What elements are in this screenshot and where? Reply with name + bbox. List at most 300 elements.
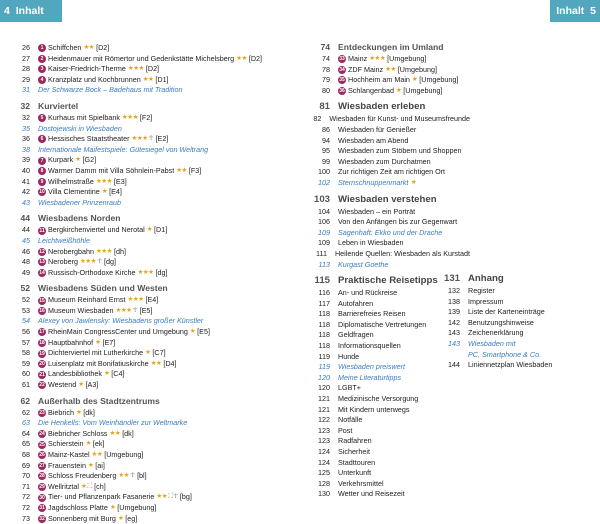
rating-stars-icon: ★ bbox=[103, 370, 110, 378]
toc-entry[interactable] bbox=[310, 249, 470, 260]
map-reference: [G2] bbox=[82, 155, 97, 165]
entry-title: Anhang bbox=[468, 273, 504, 284]
toc-entry[interactable] bbox=[310, 394, 470, 405]
page-number: 36 bbox=[22, 134, 30, 144]
rating-stars-icon: ★★ bbox=[109, 429, 121, 437]
rating-stars-icon: ★ bbox=[85, 440, 91, 448]
map-reference: [bl] bbox=[137, 471, 147, 481]
section-heading[interactable] bbox=[10, 212, 295, 225]
page-number: 62 bbox=[22, 407, 30, 417]
page-number: 113 bbox=[318, 259, 330, 269]
map-reference: [E5] bbox=[197, 327, 210, 337]
sight-number-badge: 22 bbox=[39, 382, 45, 389]
entry-title: Kurhaus mit Spielbank bbox=[48, 112, 120, 122]
toc-entry[interactable] bbox=[10, 429, 295, 440]
toc-feature-entry[interactable] bbox=[440, 350, 600, 361]
map-reference: [A3] bbox=[85, 380, 99, 390]
page-number: 58 bbox=[22, 348, 30, 358]
toc-entry[interactable] bbox=[310, 415, 470, 426]
map-reference: [Umgebung] bbox=[117, 502, 157, 512]
toc-entry[interactable] bbox=[310, 207, 470, 218]
toc-entry[interactable] bbox=[310, 217, 470, 228]
sight-number-badge: 33 bbox=[339, 56, 345, 63]
map-reference: [dk] bbox=[122, 428, 134, 438]
sight-number-badge: 26 bbox=[39, 452, 45, 459]
toc-entry[interactable] bbox=[10, 482, 295, 493]
sight-number-badge: 10 bbox=[39, 189, 45, 196]
rating-stars-icon: ★★ bbox=[176, 166, 187, 174]
page-number: 95 bbox=[322, 146, 330, 156]
entry-title: Heidenmauer mit Römertor und Gedenkstätte Michelsberg bbox=[48, 53, 235, 63]
page-number: 48 bbox=[22, 257, 30, 267]
toc-entry[interactable] bbox=[310, 75, 470, 86]
toc-entry[interactable] bbox=[310, 436, 470, 447]
map-reference: [C4] bbox=[111, 369, 125, 379]
entry-title: Liniennetzplan Wiesbaden bbox=[468, 360, 553, 370]
sight-number-badge: 31 bbox=[39, 505, 45, 512]
page-number: 81 bbox=[319, 101, 330, 113]
map-reference: [dg] bbox=[104, 257, 117, 267]
toc-entry[interactable] bbox=[10, 268, 295, 279]
map-reference: [ch] bbox=[94, 481, 106, 491]
page-number: 26 bbox=[22, 43, 30, 52]
toc-entry[interactable] bbox=[10, 492, 295, 503]
entry-title: Stadttouren bbox=[338, 457, 376, 467]
toc-entry[interactable] bbox=[310, 54, 470, 65]
entry-title: Wiesbaden preiswert bbox=[338, 362, 406, 372]
toc-entry[interactable] bbox=[10, 306, 295, 317]
toc-entry[interactable] bbox=[10, 503, 295, 514]
entry-title: Kranzplatz und Kochbrunnen bbox=[48, 74, 141, 84]
rating-stars-icon: ★ bbox=[81, 482, 87, 490]
entry-title: Alexey von Jawlensky: Wiesbadens großer Künstler bbox=[38, 316, 204, 326]
page-number: 44 bbox=[20, 213, 30, 224]
entry-title: Wiesbaden für Kunst- und Museumsfreunde bbox=[329, 114, 470, 124]
toc-feature-entry[interactable] bbox=[310, 228, 470, 239]
toc-entry[interactable] bbox=[10, 348, 295, 359]
section-heading[interactable] bbox=[310, 41, 470, 54]
entry-title: Sonnenberg mit Burg bbox=[48, 513, 116, 523]
page-number: 138 bbox=[448, 296, 460, 306]
page-number: 109 bbox=[318, 227, 330, 237]
page-number: 41 bbox=[22, 176, 30, 186]
rating-stars-icon: ★★ bbox=[83, 44, 95, 51]
toc-feature-entry[interactable] bbox=[310, 178, 470, 189]
entry-title: Hessisches Staatstheater bbox=[48, 134, 130, 144]
entry-title: Wiesbadens Süden und Westen bbox=[38, 283, 168, 294]
entry-title: Museum Wiesbaden bbox=[48, 305, 114, 315]
entry-title: Kurpark bbox=[48, 155, 74, 165]
rating-stars-icon: ★★★ bbox=[95, 177, 112, 185]
toc-entry[interactable] bbox=[310, 86, 470, 97]
map-reference: [Umgebung] bbox=[397, 64, 437, 74]
toc-entry[interactable] bbox=[10, 75, 295, 86]
page-number: 143 bbox=[448, 328, 460, 338]
entry-title: Hunde bbox=[338, 351, 360, 361]
page-number: 4 bbox=[4, 5, 10, 17]
page-number: 123 bbox=[318, 436, 330, 446]
section-heading[interactable] bbox=[10, 395, 295, 408]
entry-title: Warmer Damm mit Villa Söhnlein-Pabst bbox=[48, 165, 175, 175]
toc-entry[interactable] bbox=[440, 286, 600, 297]
toc-entry[interactable] bbox=[10, 43, 295, 54]
sight-number-badge: 36 bbox=[339, 88, 345, 95]
toc-entry[interactable] bbox=[310, 136, 470, 147]
map-reference: [Umgebung] bbox=[104, 450, 144, 459]
page-number: 118 bbox=[318, 341, 330, 351]
feature-icon: ⛶ bbox=[87, 482, 93, 490]
entry-title: Wiesbaden für Genießer bbox=[338, 124, 417, 134]
sight-number-badge: 3 bbox=[38, 65, 46, 73]
page-number: 111 bbox=[316, 248, 327, 258]
toc-left-column bbox=[10, 43, 295, 524]
entry-title: Leichtweißhöhle bbox=[38, 235, 90, 245]
toc-entry[interactable] bbox=[310, 167, 470, 178]
entry-title: Praktische Reisetipps bbox=[338, 275, 438, 287]
page-number: 118 bbox=[318, 330, 330, 340]
entry-title: Luisenplatz mit Bonifatiuskirche bbox=[48, 358, 149, 368]
toc-entry[interactable] bbox=[10, 327, 295, 338]
chapter-heading[interactable] bbox=[310, 193, 470, 207]
map-reference: [eg] bbox=[125, 513, 138, 523]
entry-title: Westend bbox=[48, 380, 77, 390]
page-number: 125 bbox=[318, 468, 330, 478]
page-number: 52 bbox=[20, 283, 30, 294]
rating-stars-icon: ★ bbox=[146, 226, 153, 234]
rating-stars-icon: ★★★ bbox=[121, 113, 138, 121]
page-number: 39 bbox=[22, 155, 30, 165]
rating-stars-icon: ★ bbox=[87, 461, 94, 469]
sight-number-badge: 34 bbox=[339, 66, 345, 73]
chapter-heading[interactable] bbox=[310, 100, 470, 114]
map-reference: [ek] bbox=[92, 439, 105, 449]
sight-number-badge: 12 bbox=[39, 248, 45, 255]
page-number: 104 bbox=[318, 206, 330, 216]
map-reference: [E5] bbox=[139, 305, 153, 315]
toc-entry[interactable] bbox=[10, 113, 295, 124]
page-number: 46 bbox=[22, 246, 30, 256]
page-number: 102 bbox=[318, 177, 330, 187]
page-number: 72 bbox=[22, 502, 30, 512]
toc-entry[interactable] bbox=[10, 225, 295, 236]
entry-title: Autofahren bbox=[338, 298, 374, 308]
page-number: 35 bbox=[22, 123, 30, 133]
entry-title: Kurgast Goethe bbox=[338, 259, 389, 269]
toc-entry[interactable] bbox=[10, 177, 295, 188]
entry-title: Diplomatische Vertretungen bbox=[338, 319, 427, 329]
rating-stars-icon: ★ bbox=[109, 503, 116, 511]
page-number: 49 bbox=[22, 267, 30, 277]
entry-title: Tier- und Pflanzenpark Fasanerie bbox=[48, 492, 155, 502]
chapter-heading[interactable] bbox=[440, 272, 600, 286]
sight-number-badge: 30 bbox=[39, 494, 45, 501]
entry-title: Biebricher Schloss bbox=[48, 428, 108, 438]
entry-title: Die Henkells: Vom Weinhändler zur Weltmarke bbox=[38, 418, 188, 428]
sight-number-badge: 4 bbox=[38, 76, 46, 84]
toc-entry[interactable] bbox=[310, 405, 470, 416]
page-number: 78 bbox=[322, 64, 330, 74]
page-number: 100 bbox=[318, 167, 330, 177]
entry-title: Museum Reinhard Ernst bbox=[48, 295, 126, 305]
section-heading[interactable] bbox=[10, 282, 295, 295]
entry-title: Biebrich bbox=[48, 407, 74, 417]
page-number: 128 bbox=[318, 478, 330, 488]
page-number: 132 bbox=[448, 286, 460, 295]
rating-stars-icon: ★★★ bbox=[137, 268, 154, 276]
toc-entry[interactable] bbox=[310, 114, 470, 125]
sight-number-badge: 16 bbox=[39, 308, 45, 315]
page-number: 71 bbox=[22, 481, 30, 491]
rating-stars-icon: ★ bbox=[189, 328, 196, 336]
entry-title: Schierstein bbox=[48, 439, 84, 449]
map-reference: [E7] bbox=[102, 337, 116, 347]
page-number: 42 bbox=[22, 187, 30, 197]
entry-title: Hauptbahnhof bbox=[48, 337, 94, 347]
map-reference: [dg] bbox=[155, 267, 168, 277]
map-reference: [C7] bbox=[152, 348, 166, 358]
toc-feature-entry[interactable] bbox=[10, 236, 295, 247]
entry-title: Wiesbadener Prinzenraub bbox=[38, 197, 122, 207]
map-reference: [D2] bbox=[145, 64, 160, 74]
toc-entry[interactable] bbox=[310, 65, 470, 76]
sight-number-badge: 28 bbox=[39, 473, 45, 480]
toc-entry[interactable] bbox=[10, 450, 295, 461]
rating-stars-icon: ★ bbox=[410, 178, 416, 186]
map-reference: [dh] bbox=[113, 246, 126, 256]
rating-stars-icon: ★★ bbox=[150, 359, 162, 367]
entry-title: Kaiser-Friedrich-Therme bbox=[48, 64, 126, 74]
page-number: 115 bbox=[314, 275, 330, 287]
page-number: 45 bbox=[22, 235, 30, 245]
rating-stars-icon: ★ bbox=[411, 76, 418, 84]
entry-title: Sternschnuppenmarkt bbox=[338, 177, 409, 187]
entry-title: LGBT+ bbox=[338, 383, 361, 393]
toc-entry[interactable] bbox=[310, 426, 470, 437]
map-reference: [D2] bbox=[96, 43, 110, 52]
toc-entry[interactable] bbox=[10, 369, 295, 380]
entry-title: Wiesbaden verstehen bbox=[338, 193, 437, 205]
toc-entry[interactable] bbox=[10, 439, 295, 450]
page-number: 70 bbox=[22, 471, 30, 481]
map-reference: [D2] bbox=[248, 53, 263, 63]
toc-entry[interactable] bbox=[10, 134, 295, 145]
toc-entry[interactable] bbox=[10, 187, 295, 198]
entry-title: Register bbox=[468, 286, 495, 295]
toc-feature-entry[interactable] bbox=[10, 124, 295, 135]
rating-stars-icon: ★ bbox=[101, 188, 108, 196]
page-number: 122 bbox=[318, 415, 330, 425]
map-reference: [ai] bbox=[95, 460, 105, 470]
page-number: 121 bbox=[318, 404, 330, 414]
entry-title: Barrierefreies Reisen bbox=[338, 309, 406, 319]
page-number: 144 bbox=[448, 360, 460, 370]
toc-entry[interactable] bbox=[310, 479, 470, 490]
toc-feature-entry[interactable] bbox=[10, 85, 295, 96]
entry-title: Wetter und Reisezeit bbox=[338, 489, 405, 499]
toc-entry[interactable] bbox=[310, 458, 470, 469]
rating-stars-icon: ★★★ bbox=[79, 258, 96, 266]
page-number: 69 bbox=[22, 460, 30, 470]
toc-entry[interactable] bbox=[440, 318, 600, 329]
entry-title: Russisch-Orthodoxe Kirche bbox=[48, 267, 136, 277]
rating-stars-icon: ★ bbox=[75, 408, 82, 416]
entry-title: Meine Literaturtipps bbox=[338, 372, 402, 382]
map-reference: [D1] bbox=[154, 225, 168, 235]
sight-number-badge: 19 bbox=[39, 350, 45, 357]
toc-entry[interactable] bbox=[310, 157, 470, 168]
page-number: 103 bbox=[313, 193, 330, 205]
page-number: 123 bbox=[318, 425, 330, 435]
toc-entry[interactable] bbox=[10, 295, 295, 306]
page-number: 139 bbox=[448, 307, 460, 317]
sight-number-badge: 20 bbox=[39, 361, 45, 368]
rating-stars-icon: ★ bbox=[395, 86, 402, 94]
toc-entry[interactable] bbox=[440, 360, 600, 371]
toc-entry[interactable] bbox=[10, 247, 295, 258]
entry-title: Sagenhaft: Ekko und der Drache bbox=[338, 227, 443, 237]
sight-number-badge: 5 bbox=[38, 114, 46, 122]
page-number: 82 bbox=[313, 114, 322, 124]
page-number: 56 bbox=[22, 327, 30, 337]
toc-entry[interactable] bbox=[10, 64, 295, 75]
toc-entry[interactable] bbox=[310, 146, 470, 157]
feature-icon: ☥ bbox=[129, 472, 136, 480]
entry-title: Mainz-Kastel bbox=[48, 450, 90, 459]
entry-title: Sicherheit bbox=[338, 447, 370, 456]
entry-title: Jagdschloss Platte bbox=[48, 502, 108, 512]
toc-entry[interactable] bbox=[310, 489, 470, 500]
entry-title: Hochheim am Main bbox=[348, 75, 410, 85]
entry-title: Schloss Freudenberg bbox=[48, 471, 117, 481]
map-reference: [F3] bbox=[188, 165, 202, 175]
toc-entry[interactable] bbox=[440, 297, 600, 308]
sight-number-badge: 23 bbox=[39, 409, 45, 416]
toc-entry[interactable] bbox=[440, 328, 600, 339]
feature-icon: ☥ bbox=[148, 135, 154, 143]
toc-entry[interactable] bbox=[10, 166, 295, 177]
page-number: 54 bbox=[22, 316, 30, 326]
page-number: 120 bbox=[318, 372, 330, 382]
toc-entry[interactable] bbox=[310, 447, 470, 458]
toc-feature-entry[interactable] bbox=[10, 198, 295, 209]
toc-entry[interactable] bbox=[310, 383, 470, 394]
page-number: 142 bbox=[448, 317, 460, 327]
sight-number-badge: 15 bbox=[39, 297, 45, 304]
entry-title: Impressum bbox=[468, 296, 504, 306]
toc-feature-entry[interactable] bbox=[10, 145, 295, 156]
page-number: 57 bbox=[22, 337, 30, 347]
entry-title: Wiesbaden zum Durchatmen bbox=[338, 156, 431, 166]
toc-entry[interactable] bbox=[10, 514, 295, 524]
page-number: 5 bbox=[590, 5, 596, 17]
entry-title: RheinMain CongressCenter und Umgebung bbox=[48, 327, 188, 337]
toc-entry[interactable] bbox=[310, 238, 470, 249]
entry-title: Der Schwarze Bock – Badehaus mit Tradition bbox=[38, 85, 183, 95]
page-number: 124 bbox=[318, 457, 330, 467]
feature-icon: ☥ bbox=[96, 258, 103, 266]
sight-number-badge: 18 bbox=[39, 339, 45, 346]
page-heading: Inhalt bbox=[15, 5, 44, 17]
page-number: 131 bbox=[443, 273, 460, 284]
sight-number-badge: 14 bbox=[39, 269, 45, 276]
toc-entry[interactable] bbox=[310, 125, 470, 136]
page-number: 61 bbox=[22, 380, 30, 390]
entry-title: Wiesbaden erleben bbox=[338, 101, 426, 113]
page-number: 106 bbox=[318, 217, 330, 227]
map-reference: [bg] bbox=[179, 492, 192, 502]
rating-stars-icon: ★ bbox=[95, 338, 101, 346]
section-heading[interactable] bbox=[10, 100, 295, 113]
toc-feature-entry[interactable] bbox=[440, 339, 600, 350]
page-number: 38 bbox=[22, 144, 30, 154]
entry-title: Kurviertel bbox=[38, 100, 79, 111]
rating-stars-icon: ★★ bbox=[118, 472, 129, 480]
toc-entry[interactable] bbox=[10, 257, 295, 268]
map-reference: [E2] bbox=[155, 134, 169, 144]
sight-number-badge: 2 bbox=[38, 55, 46, 63]
map-reference: [E4] bbox=[145, 295, 159, 305]
page-number: 60 bbox=[22, 369, 30, 379]
toc-feature-entry[interactable] bbox=[310, 260, 470, 271]
toc-feature-entry[interactable] bbox=[10, 316, 295, 327]
toc-entry[interactable] bbox=[310, 468, 470, 479]
entry-title: Dostojewski in Wiesbaden bbox=[38, 123, 122, 133]
entry-title: Neroberg bbox=[48, 257, 78, 267]
sight-number-badge: 11 bbox=[39, 227, 45, 234]
toc-entry[interactable] bbox=[10, 54, 295, 65]
page-number: 31 bbox=[22, 85, 30, 95]
page-number: 99 bbox=[322, 156, 330, 166]
sight-number-badge: 8 bbox=[38, 167, 46, 175]
toc-feature-entry[interactable] bbox=[10, 418, 295, 429]
toc-entry[interactable] bbox=[10, 380, 295, 391]
page-number: 86 bbox=[322, 124, 330, 134]
right-page bbox=[300, 0, 600, 509]
entry-title: Mit Kindern unterwegs bbox=[338, 404, 410, 414]
entry-title: Leben in Wiesbaden bbox=[338, 238, 404, 248]
toc-entry[interactable] bbox=[10, 461, 295, 472]
toc-entry[interactable] bbox=[10, 359, 295, 370]
entry-title: Mainz bbox=[348, 54, 368, 63]
rating-stars-icon: ★★★ bbox=[95, 247, 112, 255]
toc-entry[interactable] bbox=[10, 408, 295, 419]
sight-number-badge: 13 bbox=[39, 259, 45, 266]
page-number: 32 bbox=[22, 112, 30, 122]
sight-number-badge: 27 bbox=[39, 462, 45, 469]
entry-title: Wiesbaden – ein Porträt bbox=[338, 206, 416, 216]
toc-entry[interactable] bbox=[10, 471, 295, 482]
entry-title: Wilhelmstraße bbox=[48, 176, 94, 186]
sight-number-badge: 25 bbox=[39, 441, 45, 448]
entry-title: ZDF Mainz bbox=[348, 64, 384, 74]
sight-number-badge: 35 bbox=[339, 77, 345, 84]
sight-number-badge: 21 bbox=[39, 371, 45, 378]
feature-icon: ☥ bbox=[132, 306, 138, 314]
page-number: 43 bbox=[22, 197, 30, 207]
page-number: 40 bbox=[22, 165, 30, 175]
sight-number-badge: 6 bbox=[38, 135, 46, 143]
rating-stars-icon: ★★★ bbox=[127, 65, 144, 73]
entry-title: An- und Rückreise bbox=[338, 288, 398, 298]
map-reference: [Umgebung] bbox=[403, 85, 443, 95]
rating-stars-icon: ★ bbox=[75, 156, 81, 164]
page-number: 118 bbox=[318, 319, 330, 329]
toc-entry[interactable] bbox=[10, 338, 295, 349]
toc-entry[interactable] bbox=[10, 155, 295, 166]
toc-feature-entry[interactable] bbox=[310, 373, 470, 384]
rating-stars-icon: ★ bbox=[78, 381, 84, 389]
toc-entry[interactable] bbox=[440, 307, 600, 318]
